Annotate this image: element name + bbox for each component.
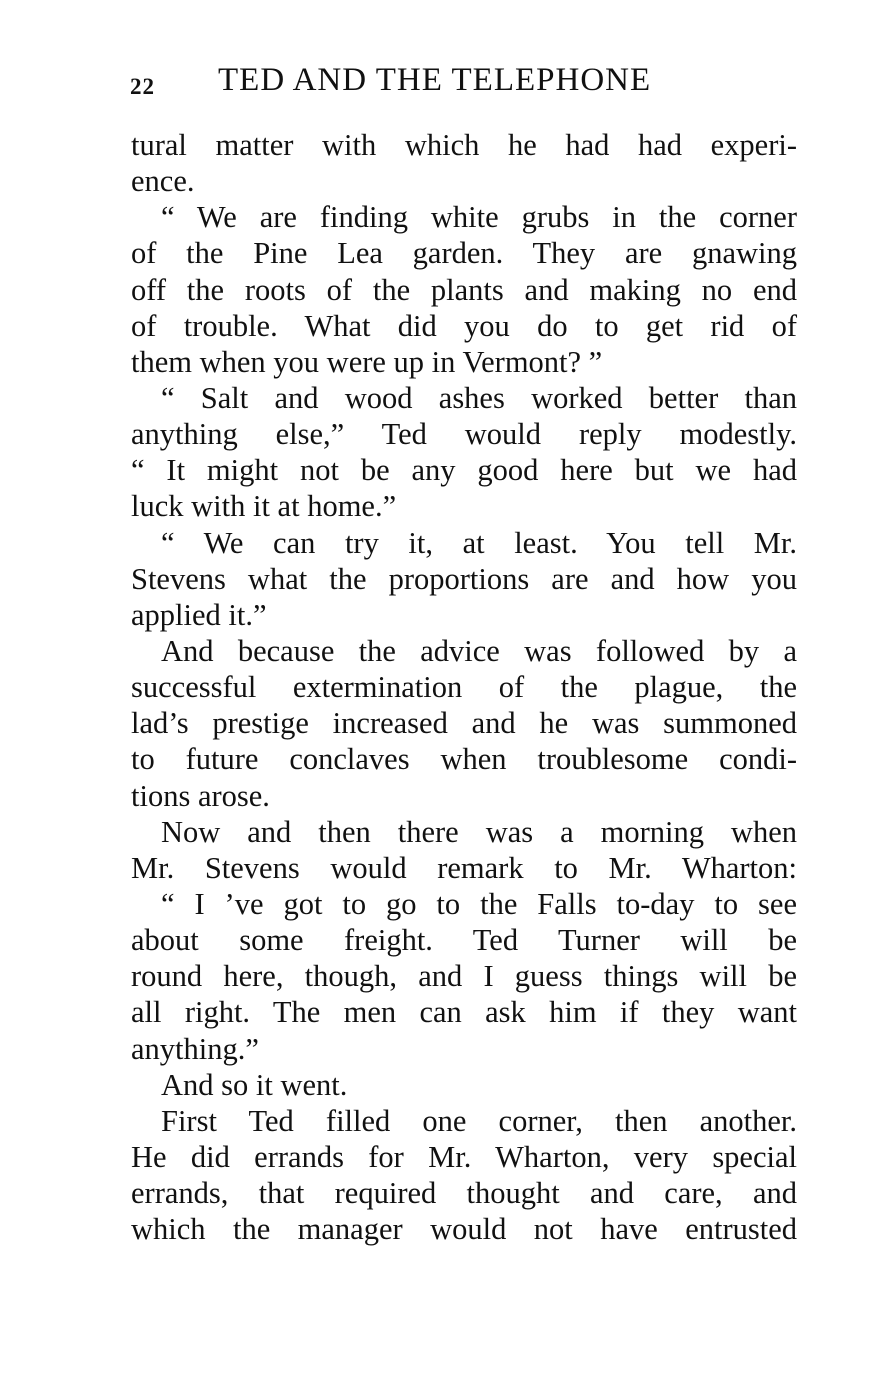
body-text [131, 127, 797, 1247]
text-line: tural matter with which he had had experi- [131, 128, 797, 162]
text-line: tions arose. [131, 778, 270, 813]
running-title: TED AND THE TELEPHONE [218, 62, 652, 98]
text-line: lad’s prestige increased and he was summoned [131, 706, 797, 741]
text-line: “ Salt and wood ashes worked better than [161, 380, 797, 415]
text-line: round here, though, and I guess things will be [131, 959, 797, 994]
text-line: First Ted filled one corner, then another. [161, 1103, 797, 1138]
text-line: And because the advice was followed by a [161, 633, 797, 668]
text-line: Now and then there was a morning when [161, 814, 797, 849]
text-line: luck with it at home.” [131, 489, 397, 524]
text-line: Mr. Stevens would remark to Mr. Wharton: [131, 850, 797, 885]
page-number: 22 [130, 74, 155, 99]
text-line: of trouble. What did you do to get rid of [131, 308, 797, 343]
text-line: He did errands for Mr. Wharton, very special [131, 1139, 797, 1174]
text-line: errands, that required thought and care, and [131, 1176, 797, 1211]
text-line: “ We can try it, at least. You tell Mr. [161, 525, 797, 560]
text-line: all right. The men can ask him if they want [131, 995, 797, 1030]
text-line: “ It might not be any good here but we had [131, 453, 797, 488]
page-header [130, 62, 800, 102]
text-line: which the manager would not have entrusted [131, 1212, 797, 1247]
text-line: “ I ’ve got to go to the Falls to-day to see [161, 886, 797, 921]
text-line: And so it went. [161, 1067, 348, 1102]
text-line: successful extermination of the plague, the [131, 670, 797, 705]
text-line: anything else,” Ted would reply modestly. [131, 417, 797, 452]
text-line: about some freight. Ted Turner will be [131, 923, 797, 958]
text-line: off the roots of the plants and making no end [131, 272, 797, 307]
text-line: applied it.” [131, 597, 267, 632]
text-line: “ We are finding white grubs in the corner [161, 200, 797, 235]
text-line: them when you were up in Vermont? ” [131, 344, 603, 379]
text-line: to future conclaves when troublesome condi- [131, 742, 797, 777]
text-line: of the Pine Lea garden. They are gnawing [131, 236, 797, 271]
text-line: ence. [131, 164, 195, 199]
text-line: Stevens what the proportions are and how you [131, 561, 797, 596]
text-line: anything.” [131, 1031, 259, 1066]
